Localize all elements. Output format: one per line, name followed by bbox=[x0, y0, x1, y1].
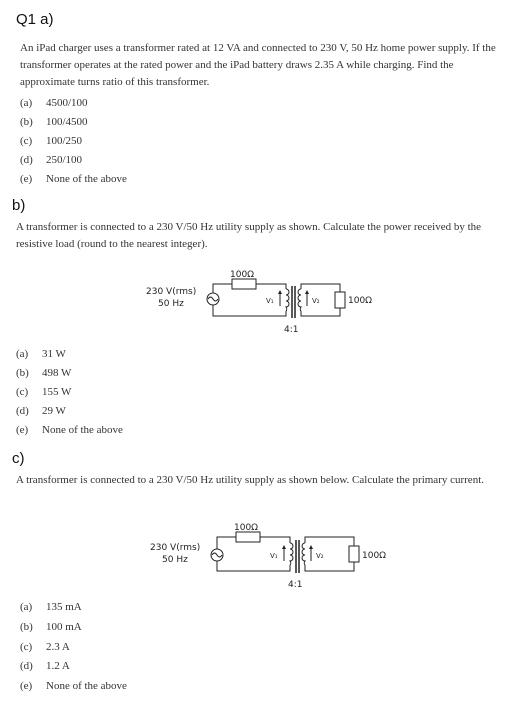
q2-option-b[interactable]: (b) 498 W bbox=[16, 367, 72, 379]
q3-secondary-winding bbox=[302, 543, 305, 565]
q1-option-c[interactable]: (c) 100/250 bbox=[20, 135, 83, 147]
q3-option-d[interactable]: (d) 1.2 A bbox=[20, 660, 70, 672]
q2-source-label-voltage: 230 V(rms) bbox=[146, 287, 197, 297]
q1-header: Q1 a) bbox=[16, 11, 54, 28]
q3-v1-label: V₁ bbox=[270, 552, 278, 560]
q3-option-a[interactable]: (a) 135 mA bbox=[20, 601, 82, 613]
q3-load-resistor-label: 100Ω bbox=[362, 551, 387, 561]
q1-option-a[interactable]: (a) 4500/100 bbox=[20, 97, 88, 109]
q1-question: An iPad charger uses a transformer rated at 12 VA and connected to 230 V, 50 Hz home power supply. If the transformer operates at the rated power and the iPad battery draws 2.35 A while charging. Find the approximate turns ratio of this transformer. bbox=[20, 42, 496, 88]
q3-load-resistor bbox=[349, 546, 359, 562]
q2-primary-winding bbox=[286, 289, 289, 311]
q2-v1-label: V₁ bbox=[266, 297, 274, 305]
q2-option-d[interactable]: (d) 29 W bbox=[16, 405, 66, 417]
q2-load-resistor-label: 100Ω bbox=[348, 296, 373, 306]
q3-source-label-frequency: 50 Hz bbox=[162, 555, 188, 565]
q2-series-resistor bbox=[232, 279, 256, 289]
q2-series-resistor-label: 100Ω bbox=[230, 270, 255, 280]
q3-circuit-diagram bbox=[144, 515, 404, 593]
q2-option-a[interactable]: (a) 31 W bbox=[16, 348, 66, 360]
q2-load-resistor bbox=[335, 292, 345, 308]
q2-question: A transformer is connected to a 230 V/50 Hz utility supply as shown. Calculate the power received by the resistive load (round to the nearest integer). bbox=[16, 221, 482, 250]
q3-option-b[interactable]: (b) 100 mA bbox=[20, 621, 82, 633]
q2-option-e[interactable]: (e) None of the above bbox=[16, 424, 123, 436]
q3-option-c[interactable]: (c) 2.3 A bbox=[20, 641, 70, 653]
q1-option-b[interactable]: (b) 100/4500 bbox=[20, 116, 88, 128]
q2-option-c[interactable]: (c) 155 W bbox=[16, 386, 72, 398]
q3-question: A transformer is connected to a 230 V/50 Hz utility supply as shown below. Calculate the primary current. bbox=[16, 474, 484, 486]
q1-option-e[interactable]: (e) None of the above bbox=[20, 173, 127, 185]
q3-series-resistor bbox=[236, 532, 260, 542]
q2-v2-label: V₂ bbox=[312, 297, 320, 305]
q3-series-resistor-label: 100Ω bbox=[234, 523, 259, 533]
q3-option-e[interactable]: (e) None of the above bbox=[20, 680, 127, 692]
q2-turns-ratio: 4:1 bbox=[284, 325, 299, 335]
q2-secondary-winding bbox=[298, 289, 301, 311]
q1-option-d[interactable]: (d) 250/100 bbox=[20, 154, 83, 166]
q2-header: b) bbox=[12, 197, 26, 214]
q3-turns-ratio: 4:1 bbox=[288, 580, 303, 590]
q2-circuit-diagram bbox=[140, 262, 400, 340]
q3-source-label-voltage: 230 V(rms) bbox=[150, 543, 201, 553]
q3-v2-label: V₂ bbox=[316, 552, 324, 560]
q3-primary-winding bbox=[290, 543, 293, 565]
q3-header: c) bbox=[12, 450, 25, 467]
q2-source-label-frequency: 50 Hz bbox=[158, 299, 184, 309]
